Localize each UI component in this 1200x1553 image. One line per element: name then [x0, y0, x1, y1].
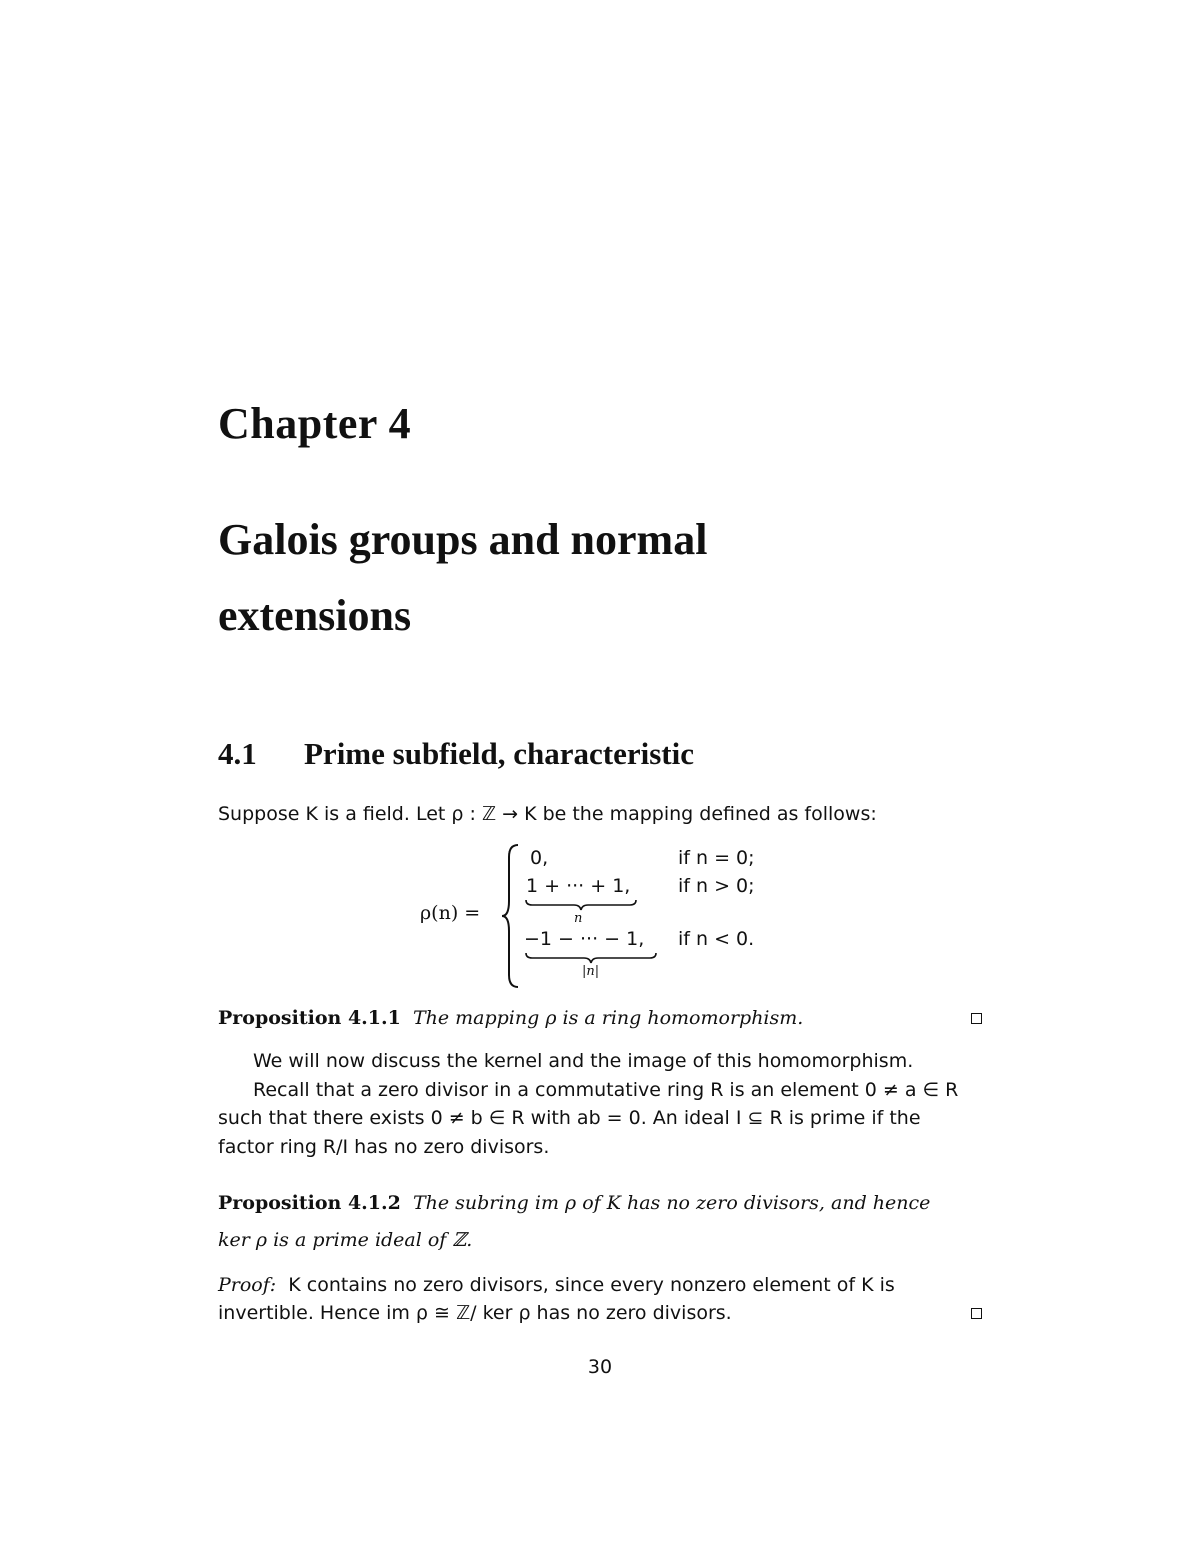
proof-line-1 — [218, 1271, 981, 1299]
page-number: 30 — [587, 1356, 613, 1378]
qed-box-icon — [971, 1307, 982, 1323]
section-title: Prime subfield, characteristic — [304, 736, 694, 771]
left-brace-icon — [500, 843, 522, 989]
case-condition-2: if n < 0. — [678, 928, 755, 950]
underbrace-label-n: n — [574, 911, 583, 926]
section-heading — [218, 736, 694, 772]
case-value-2: −1 − ··· − 1, — [524, 928, 645, 950]
proposition-label: Proposition 4.1.2 — [218, 1192, 401, 1214]
case-condition-1: if n > 0; — [678, 875, 755, 897]
case-condition-0: if n = 0; — [678, 847, 755, 869]
proposition-4-1-2 — [218, 1189, 981, 1217]
proposition-text: The mapping ρ is a ring homomorphism. — [412, 1007, 804, 1029]
case-value-1: 1 + ··· + 1, — [526, 875, 631, 897]
proof-text-line-2: invertible. Hence im ρ ≅ ℤ/ ker ρ has no zero divisors. — [218, 1302, 732, 1324]
underbrace-icon — [524, 898, 638, 912]
qed-box-icon — [971, 1012, 982, 1028]
proof-label: Proof: — [218, 1274, 277, 1296]
underbrace-label-abs-n: |n| — [582, 964, 600, 979]
proposition-label: Proposition 4.1.1 — [218, 1007, 401, 1029]
intro-paragraph: Suppose K is a field. Let ρ : ℤ → K be the mapping defined as follows: — [218, 803, 877, 825]
equation-lhs: ρ(n) = — [420, 902, 481, 924]
paragraph-zero-divisor-line-2: such that there exists 0 ≠ b ∈ R with ab = 0. An ideal I ⊆ R is prime if the — [218, 1107, 921, 1129]
proposition-4-1-1 — [218, 1004, 981, 1032]
underbrace-icon — [524, 951, 658, 965]
chapter-title-line-1: Galois groups and normal — [218, 515, 708, 564]
proof-text-line-1: K contains no zero divisors, since every nonzero element of K is — [288, 1274, 895, 1296]
case-value-0: 0, — [530, 847, 549, 869]
proposition-text-line-2: ker ρ is a prime ideal of ℤ. — [218, 1229, 473, 1251]
chapter-title-line-2: extensions — [218, 591, 412, 640]
paragraph-zero-divisor-line-1: Recall that a zero divisor in a commutative ring R is an element 0 ≠ a ∈ R — [253, 1079, 959, 1101]
proposition-text-line-1: The subring im ρ of K has no zero divisors, and hence — [412, 1192, 931, 1214]
paragraph-zero-divisor-line-3: factor ring R/I has no zero divisors. — [218, 1136, 550, 1158]
section-number: 4.1 — [218, 736, 257, 771]
paragraph-kernel-image: We will now discuss the kernel and the image of this homomorphism. — [253, 1050, 914, 1072]
chapter-heading: Chapter 4 — [218, 399, 412, 448]
